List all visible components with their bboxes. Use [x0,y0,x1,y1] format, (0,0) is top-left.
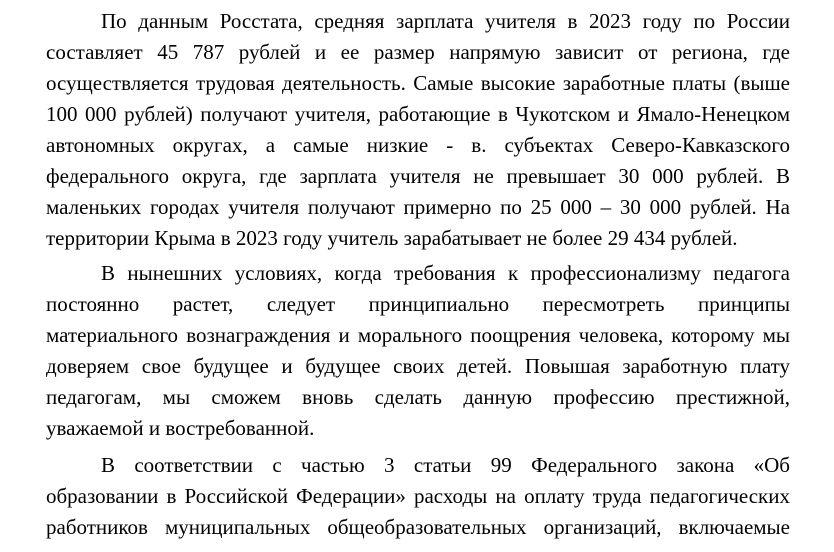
paragraph-2-line-2: постоянно растет, следует принципиально пересмотреть принципы [46,292,790,316]
paragraph-1-line-5: автономных округах, а самые низкие - в. субъектах Северо-Кавказского [46,133,790,157]
paragraph-3-line-1: В соответствии с частью 3 статьи 99 Федерального закона «Об [101,453,790,477]
paragraph-1-line-6: федерального округа, где зарплата учителя не превышает 30 000 рублей. В [46,164,790,188]
paragraph-3-line-2: образовании в Российской Федерации» расходы на оплату труда педагогических [46,484,790,508]
paragraph-2-line-3: материального вознаграждения и морального поощрения человека, которому мы [46,323,790,347]
paragraph-1-line-8: территории Крыма в 2023 году учитель зарабатывает не более 29 434 рублей. [46,226,738,250]
paragraph-1-line-7: маленьких городах учителя получают примерно по 25 000 – 30 000 рублей. На [46,195,790,219]
paragraph-3-line-3: работников муниципальных общеобразовательных организаций, включаемые [46,515,790,539]
paragraph-2-line-6: уважаемой и востребованной. [46,416,315,440]
paragraph-1-line-1: По данным Росстата, средняя зарплата учителя в 2023 году по России [101,9,790,33]
paragraph-1-line-2: составляет 45 787 рублей и ее размер напрямую зависит от региона, где [46,40,790,64]
paragraph-2-line-4: доверяем свое будущее и будущее своих детей. Повышая заработную плату [46,354,790,378]
paragraph-2-line-1: В нынешних условиях, когда требования к профессионализму педагога [101,261,790,285]
paragraph-1-line-3: осуществляется трудовая деятельность. Самые высокие заработные платы (выше [46,71,790,95]
paragraph-2-line-5: педагогам, мы сможем вновь сделать данную профессию престижной, [46,385,790,409]
paragraph-1-line-4: 100 000 рублей) получают учителя, работающие в Чукотском и Ямало-Ненецком [46,102,790,126]
